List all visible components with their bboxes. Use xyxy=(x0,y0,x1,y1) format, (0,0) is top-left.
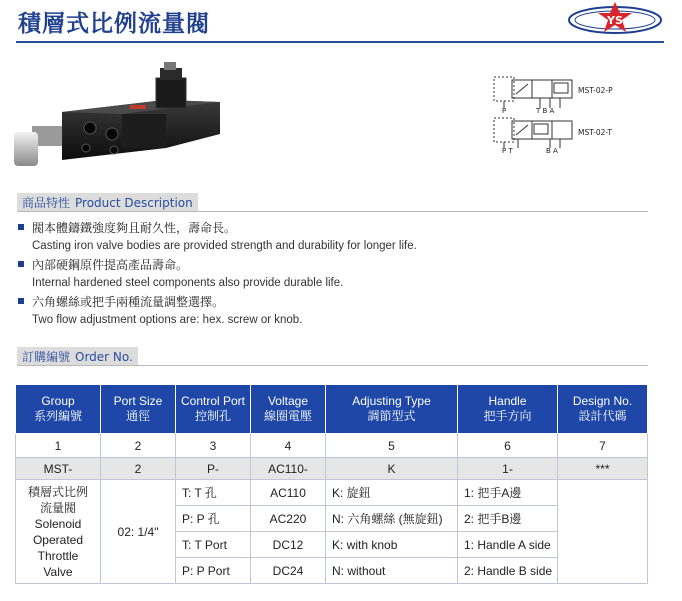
column-header-control-port: Control Port 控制孔 xyxy=(176,385,251,434)
title-divider xyxy=(16,41,664,43)
feature-en: Two flow adjustment options are: hex. screw or knob. xyxy=(32,314,303,326)
port-size-cell: 02: 1/4" xyxy=(101,480,176,584)
control-port-cell: P: P 孔 xyxy=(176,506,251,532)
order-no-heading xyxy=(17,347,138,365)
valve-product-image xyxy=(14,62,229,174)
column-header-handle: Handle 把手方向 xyxy=(458,385,558,434)
feature-zh: 內部硬鋼原件提高產品壽命。 xyxy=(32,258,189,272)
svg-text:T B A: T B A xyxy=(536,107,555,114)
column-header-voltage: Voltage 線圈電壓 xyxy=(251,385,326,434)
diagram-label-p: MST-02-P xyxy=(578,86,613,95)
svg-text:P T: P T xyxy=(502,147,513,154)
table-number-row: 1 2 3 4 5 6 7 xyxy=(16,434,648,458)
section-divider xyxy=(17,211,648,212)
voltage-cell: DC24 xyxy=(251,558,326,584)
design-no-cell xyxy=(558,480,648,584)
handle-cell: 2: Handle B side xyxy=(458,558,558,584)
order-no-title-en: Order No. xyxy=(75,350,133,364)
adjusting-type-cell: K: with knob xyxy=(326,532,458,558)
feature-en: Casting iron valve bodies are provided strength and durability for longer life. xyxy=(32,240,417,252)
voltage-cell: AC220 xyxy=(251,506,326,532)
voltage-cell: AC110 xyxy=(251,480,326,506)
order-no-title-zh: 訂購編號 xyxy=(22,350,71,364)
adjusting-type-cell: K: 旋鈕 xyxy=(326,480,458,506)
feature-zh: 閥本體鑄鐵強度夠且耐久性，壽命長。 xyxy=(32,221,237,235)
bullet-icon xyxy=(18,224,24,230)
control-port-cell: T: T Port xyxy=(176,532,251,558)
bullet-icon xyxy=(18,261,24,267)
product-description-title-en: Product Description xyxy=(75,196,193,210)
handle-cell: 1: Handle A side xyxy=(458,532,558,558)
page-title: 積層式比例流量閥 xyxy=(18,11,210,37)
column-header-design-no: Design No. 設計代碼 xyxy=(558,385,648,434)
table-example-row: MST- 2 P- AC110- K 1- *** xyxy=(16,458,648,480)
table-header-row xyxy=(16,385,648,434)
column-header-group: Group 系列編號 xyxy=(16,385,101,434)
feature-list xyxy=(17,219,657,330)
feature-zh: 六角螺絲或把手兩種流量調整選擇。 xyxy=(32,295,225,309)
section-divider xyxy=(17,365,648,366)
adjusting-type-cell: N: without xyxy=(326,558,458,584)
adjusting-type-cell: N: 六角螺絲 (無旋鈕) xyxy=(326,506,458,532)
column-header-port-size: Port Size 通徑 xyxy=(101,385,176,434)
feature-item xyxy=(17,256,657,293)
ys-logo xyxy=(565,0,665,40)
order-table xyxy=(15,384,648,584)
diagram-label-t: MST-02-T xyxy=(578,128,612,137)
feature-item xyxy=(17,219,657,256)
group-cell: 積層式比例 流量閥 Solenoid Operated Throttle Valve xyxy=(16,480,101,584)
product-description-heading xyxy=(17,193,198,211)
svg-text:P: P xyxy=(502,107,507,114)
table-row xyxy=(16,480,648,506)
voltage-cell: DC12 xyxy=(251,532,326,558)
handle-cell: 1: 把手A邊 xyxy=(458,480,558,506)
product-description-title-zh: 商品特性 xyxy=(22,196,71,210)
control-port-cell: T: T 孔 xyxy=(176,480,251,506)
logo-text: YS xyxy=(607,14,623,27)
column-header-adjusting-type: Adjusting Type 調節型式 xyxy=(326,385,458,434)
feature-en: Internal hardened steel components also provide durable life. xyxy=(32,277,344,289)
feature-item xyxy=(17,293,657,330)
handle-cell: 2: 把手B邊 xyxy=(458,506,558,532)
svg-text:B A: B A xyxy=(546,147,558,154)
bullet-icon xyxy=(18,298,24,304)
control-port-cell: P: P Port xyxy=(176,558,251,584)
